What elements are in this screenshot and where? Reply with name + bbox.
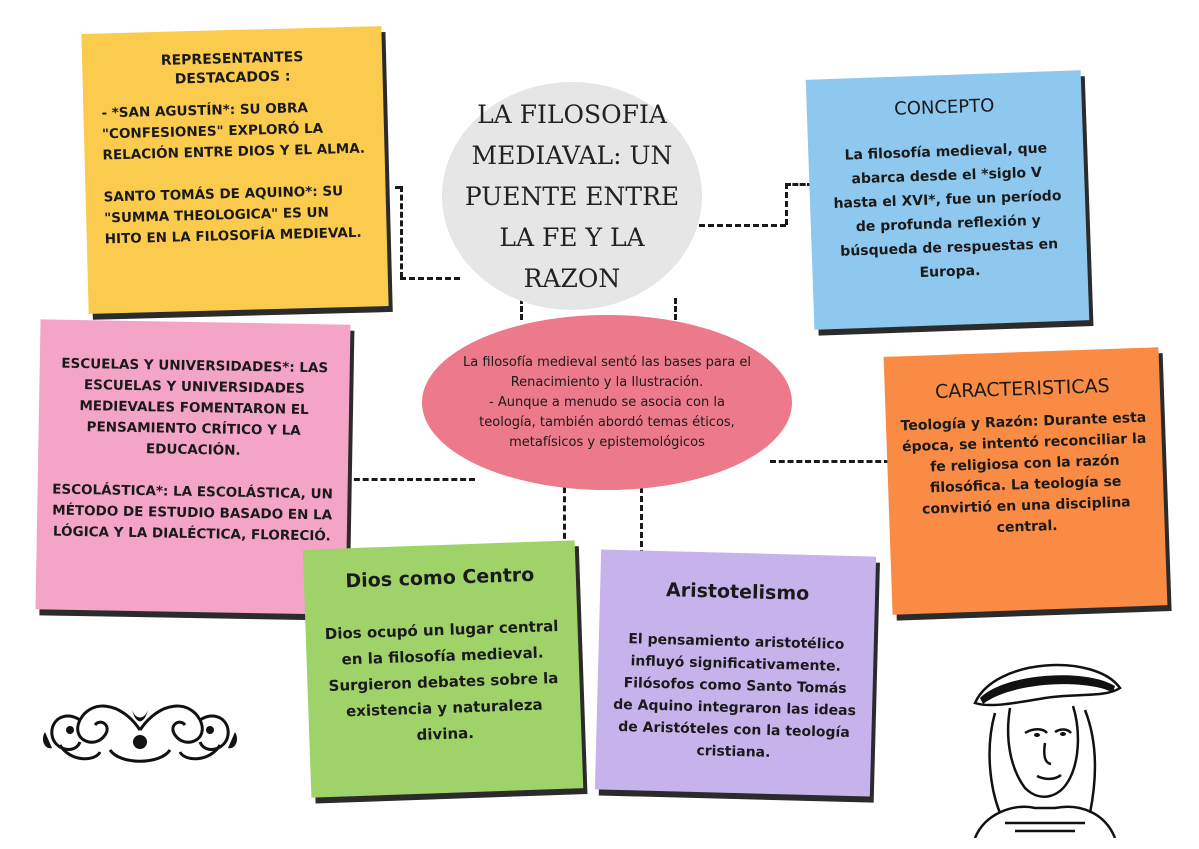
connector-caract: [770, 460, 890, 463]
concepto-card: [806, 70, 1090, 329]
escuelas-body: ESCUELAS Y UNIVERSIDADES*: LAS ESCUELAS Y UNIVERSIDADES MEDIEVALES FOMENTARON EL PENSAMIENTO CRÍTICO Y LA EDUCACIÓN. ESCOLÁSTICA*: LA ESCOLÁSTICA, UN MÉTODO DE ESTUDIO BASADO EN LA LÓGICA Y LA DIALÉCTICA, FLORECIÓ.: [52, 355, 333, 545]
portrait-icon: [955, 648, 1135, 838]
connector-dios: [563, 478, 566, 548]
ornament-icon: [40, 690, 240, 770]
aristotelismo-card: [595, 549, 876, 796]
connector-concepto-h2: [690, 224, 786, 227]
connector-title-center-2: [674, 298, 677, 320]
concepto-body: La filosofía medieval, que abarca desde el *siglo V hasta el XVI*, fue un período de profunda reflexión y búsqueda de respuestas en Europa.: [833, 140, 1062, 282]
connector-escuelas: [345, 478, 475, 481]
representantes-body: - *SAN AGUSTÍN*: SU OBRA "CONFESIONES" EXPLORÓ LA RELACIÓN ENTRE DIOS Y EL ALMA. SANTO TOMÁS DE AQUINO*: SU "SUMMA THEOLOGICA" ES UN HITO EN LA FILOSOFÍA MEDIEVAL.: [101, 100, 366, 248]
caracteristicas-title: CARACTERISTICAS: [934, 375, 1110, 404]
concepto-title: CONCEPTO: [893, 95, 995, 120]
dios-title: Dios como Centro: [345, 563, 535, 593]
dios-body: Dios ocupó un lugar central en la filosofía medieval. Surgieron debates sobre la existencia y naturaleza divina.: [324, 616, 559, 744]
aristotelismo-title: Aristotelismo: [665, 579, 810, 605]
dios-card: [303, 540, 583, 797]
connector-aristo: [640, 478, 643, 556]
connector-rep-v: [400, 186, 403, 278]
connector-rep-h2: [400, 277, 460, 280]
aristotelismo-body: El pensamiento aristotélico influyó significativamente. Filósofos como Santo Tomás de Aquino integraron las ideas de Aristóteles con la teología cristiana.: [613, 631, 857, 761]
connector-rep: [383, 186, 401, 189]
representantes-title: REPRESENTANTES DESTACADOS :: [160, 49, 304, 88]
caracteristicas-body: Teología y Razón: Durante esta época, se intentó reconciliar la fe religiosa con la razón filosófica. La teología se convirtió en una disciplina central.: [900, 409, 1147, 537]
caracteristicas-card: [884, 347, 1168, 614]
center-ellipse: [422, 315, 792, 490]
center-text: La filosofía medieval sentó las bases para el Renacimiento y la Ilustración. - Aunque a menudo se asocia con la teología, también abordó temas éticos, metafísicos y epistemológicos: [463, 354, 751, 450]
main-title: LA FILOSOFIA MEDIAVAL: UN PUENTE ENTRE LA FE Y LA RAZON: [464, 99, 680, 293]
connector-concepto-v: [785, 183, 788, 225]
main-title-circle: [442, 82, 702, 310]
representantes-card: [81, 26, 388, 314]
